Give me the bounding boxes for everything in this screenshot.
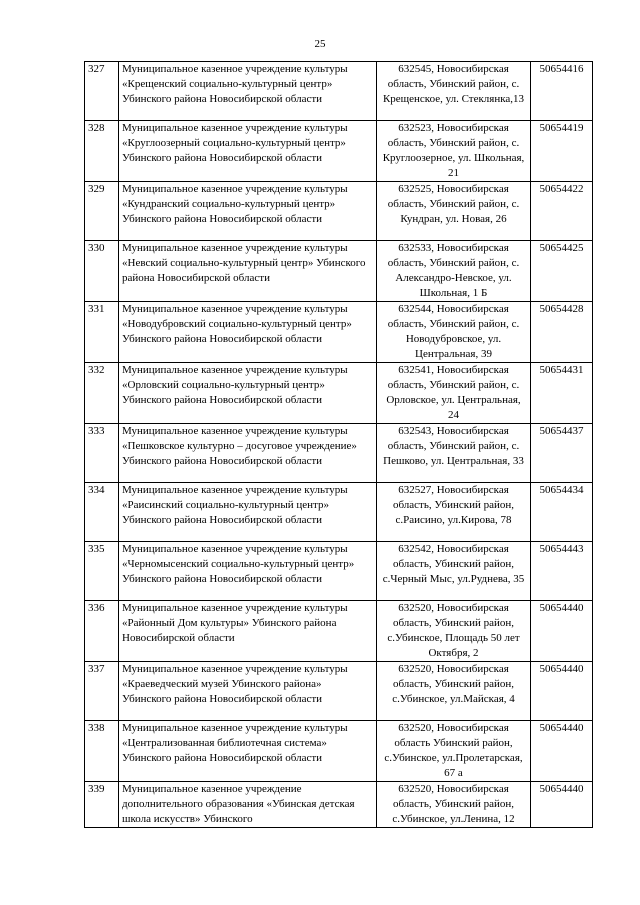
institution-address: 632533, Новосибирская область, Убинский район, с. Александро-Невское, ул. Школьная, 1 Б	[377, 241, 531, 302]
table-row	[85, 601, 593, 662]
table-row	[85, 241, 593, 302]
row-number: 337	[85, 662, 119, 721]
institution-name: Муниципальное казенное учреждение культуры «Раисинский социально-культурный центр» Убинского района Новосибирской области	[119, 483, 377, 542]
institution-name: Муниципальное казенное учреждение культуры «Краеведческий музей Убинского района» Убинского района Новосибирской области	[119, 662, 377, 721]
institution-address: 632520, Новосибирская область Убинский район, с.Убинское, ул.Пролетарская, 67 а	[377, 721, 531, 782]
institution-address: 632525, Новосибирская область, Убинский район, с. Кундран, ул. Новая, 26	[377, 182, 531, 241]
row-number: 331	[85, 302, 119, 363]
institution-address: 632545, Новосибирская область, Убинский район, с. Крещенское, ул. Стеклянка,13	[377, 62, 531, 121]
institution-name: Муниципальное казенное учреждение дополнительного образования «Убинская детская школа искусств» Убинского	[119, 782, 377, 828]
page-number: 25	[314, 38, 326, 50]
row-number: 328	[85, 121, 119, 182]
institution-name: Муниципальное казенное учреждение культуры «Пешковское культурно – досуговое учреждение» Убинского района Новосибирской области	[119, 424, 377, 483]
institution-address: 632520, Новосибирская область, Убинский район, с.Убинское, ул.Майская, 4	[377, 662, 531, 721]
institution-name: Муниципальное казенное учреждение культуры «Круглоозерный социально-культурный центр» Убинского района Новосибирской области	[119, 121, 377, 182]
institution-address: 632520, Новосибирская область, Убинский район, с.Убинское, Площадь 50 лет Октября, 2	[377, 601, 531, 662]
oktmo-code: 50654443	[531, 542, 593, 601]
row-number: 333	[85, 424, 119, 483]
table-row	[85, 302, 593, 363]
table-row	[85, 363, 593, 424]
oktmo-code: 50654434	[531, 483, 593, 542]
institution-name: Муниципальное казенное учреждение культуры «Кундранский социально-культурный центр» Убинского района Новосибирской области	[119, 182, 377, 241]
oktmo-code: 50654428	[531, 302, 593, 363]
institution-address: 632520, Новосибирская область, Убинский район, с.Убинское, ул.Ленина, 12	[377, 782, 531, 828]
row-number: 332	[85, 363, 119, 424]
institution-address: 632523, Новосибирская область, Убинский район, с. Круглоозерное, ул. Школьная, 21	[377, 121, 531, 182]
institution-name: Муниципальное казенное учреждение культуры «Районный Дом культуры» Убинского района Новосибирской области	[119, 601, 377, 662]
row-number: 339	[85, 782, 119, 828]
oktmo-code: 50654440	[531, 662, 593, 721]
table-row	[85, 483, 593, 542]
row-number: 329	[85, 182, 119, 241]
oktmo-code: 50654437	[531, 424, 593, 483]
institution-address: 632542, Новосибирская область, Убинский район, с.Черный Мыс, ул.Руднева, 35	[377, 542, 531, 601]
table-row	[85, 62, 593, 121]
row-number: 327	[85, 62, 119, 121]
row-number: 335	[85, 542, 119, 601]
oktmo-code: 50654440	[531, 782, 593, 828]
institutions-table	[84, 61, 593, 828]
table-row	[85, 424, 593, 483]
institution-address: 632541, Новосибирская область, Убинский район, с. Орловское, ул. Центральная, 24	[377, 363, 531, 424]
table-row	[85, 721, 593, 782]
oktmo-code: 50654425	[531, 241, 593, 302]
institution-address: 632544, Новосибирская область, Убинский район, с. Новодубровское, ул. Центральная, 39	[377, 302, 531, 363]
row-number: 330	[85, 241, 119, 302]
oktmo-code: 50654416	[531, 62, 593, 121]
table-row	[85, 782, 593, 828]
oktmo-code: 50654440	[531, 721, 593, 782]
oktmo-code: 50654419	[531, 121, 593, 182]
row-number: 334	[85, 483, 119, 542]
institution-name: Муниципальное казенное учреждение культуры «Централизованная библиотечная система» Убинского района Новосибирской области	[119, 721, 377, 782]
institution-address: 632543, Новосибирская область, Убинский район, с. Пешково, ул. Центральная, 33	[377, 424, 531, 483]
row-number: 336	[85, 601, 119, 662]
table-row	[85, 662, 593, 721]
oktmo-code: 50654431	[531, 363, 593, 424]
row-number: 338	[85, 721, 119, 782]
table-row	[85, 182, 593, 241]
institution-name: Муниципальное казенное учреждение культуры «Новодубровский социально-культурный центр» Убинского района Новосибирской области	[119, 302, 377, 363]
institution-name: Муниципальное казенное учреждение культуры «Невский социально-культурный центр» Убинского района Новосибирской области	[119, 241, 377, 302]
table-row	[85, 542, 593, 601]
institution-name: Муниципальное казенное учреждение культуры «Черномысенский социально-культурный центр» Убинского района Новосибирской области	[119, 542, 377, 601]
oktmo-code: 50654422	[531, 182, 593, 241]
table-row	[85, 121, 593, 182]
oktmo-code: 50654440	[531, 601, 593, 662]
institution-name: Муниципальное казенное учреждение культуры «Крещенский социально-культурный центр» Убинского района Новосибирской области	[119, 62, 377, 121]
institution-name: Муниципальное казенное учреждение культуры «Орловский социально-культурный центр» Убинского района Новосибирской области	[119, 363, 377, 424]
institution-address: 632527, Новосибирская область, Убинский район, с.Раисино, ул.Кирова, 78	[377, 483, 531, 542]
